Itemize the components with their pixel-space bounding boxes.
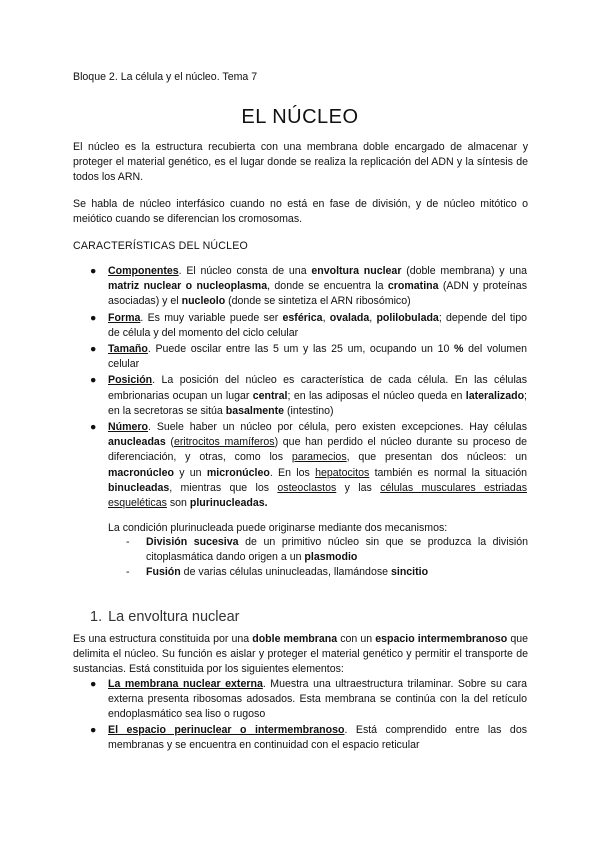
- bold-text: %: [454, 343, 464, 356]
- text: . En los: [269, 466, 316, 479]
- term-espacio-perinuclear: El espacio perinuclear o intermembranoso: [108, 723, 345, 736]
- plurinucleada-intro: La condición plurinucleada puede originarse mediante dos mecanismos:: [108, 522, 448, 534]
- text: , donde se encuentra la: [267, 280, 388, 293]
- list-item-numero: [90, 420, 527, 511]
- mechanisms-list: [126, 535, 528, 581]
- text: . La posición del núcleo es característica de cada célula. En las células embrionarias ocupan un lugar: [108, 374, 527, 402]
- text: de varias células uninucleadas, llamándose: [180, 566, 391, 579]
- bold-text: espacio intermembranoso: [375, 633, 508, 645]
- term-numero: Número: [108, 421, 149, 434]
- intro-paragraph-2: Se habla de núcleo interfásico cuando no está en fase de división, y de núcleo mitótico o meiótico cuando se diferencian los cromosomas.: [73, 198, 528, 226]
- bold-text: nucleolo: [181, 295, 226, 308]
- text: . Está comprendido entre las dos membranas y se encuentra en continuidad con el espacio reticular: [108, 723, 528, 751]
- bold-text: central: [252, 389, 288, 402]
- term-componentes: Componentes: [108, 265, 179, 277]
- text: , que presentan dos núcleos: un: [346, 451, 527, 464]
- bold-text: polilobulada: [376, 311, 439, 324]
- bold-text: Fusión: [146, 566, 181, 579]
- bullet-icon: ●: [90, 265, 97, 277]
- bold-text: matriz nuclear o nucleoplasma: [108, 280, 268, 293]
- bold-text: cromatina: [387, 280, 439, 293]
- text: (doble membrana) y una: [401, 265, 527, 277]
- text: ; en las adiposas el núcleo queda en: [287, 389, 466, 402]
- bold-text: ovalada: [329, 311, 370, 324]
- bold-text: macronúcleo: [108, 466, 174, 479]
- text: . Suele haber un núcleo por célula, pero existen excepciones. Hay células: [148, 421, 527, 434]
- text: ) que han perdido el núcleo durante su proceso de diferenciación, y otras, como los: [108, 436, 527, 464]
- envoltura-list: [90, 677, 527, 753]
- list-item-espacio-perinuclear: [90, 723, 527, 753]
- bold-text: plurinucleadas.: [189, 497, 268, 510]
- document-header: Bloque 2. La célula y el núcleo. Tema 7: [73, 71, 258, 83]
- list-item-forma: [90, 311, 527, 341]
- bullet-icon: ●: [90, 343, 97, 356]
- text: Es una estructura constituida por una: [73, 633, 253, 645]
- text: de un primitivo núcleo sin que se produzca la división citoplasmática dando origen a un: [146, 536, 528, 564]
- list-item-membrana-externa: [90, 677, 527, 723]
- text: . Puede oscilar entre las 5 um y las 25 um, ocupando un 10: [147, 343, 455, 356]
- bold-text: División sucesiva: [146, 536, 239, 548]
- section-title: La envoltura nuclear: [108, 609, 240, 625]
- bold-text: binucleadas: [108, 481, 170, 494]
- underlined-text: células musculares estriadas esqueléticas: [108, 481, 528, 510]
- section-number: 1.: [90, 609, 103, 625]
- text: ,: [369, 311, 377, 324]
- text: con un: [337, 633, 376, 645]
- bold-text: lateralizado: [465, 389, 525, 402]
- bold-text: esférica: [282, 311, 323, 324]
- intro-paragraph-1: El núcleo es la estructura recubierta con una membrana doble encargado de almacenar y proteger el material genético, es el lugar donde se realiza la replicación del ADN y la síntesis de todos los ARN.: [73, 141, 528, 184]
- bullet-icon: ●: [90, 723, 97, 736]
- list-item-componentes: [90, 264, 527, 310]
- bold-text: basalmente: [225, 404, 285, 417]
- bold-text: micronúcleo: [206, 466, 270, 479]
- text: (intestino): [284, 404, 334, 417]
- bold-text: plasmodio: [304, 551, 358, 564]
- bullet-icon: ●: [90, 678, 97, 690]
- bullet-icon: ●: [90, 311, 97, 324]
- term-forma: Forma: [108, 311, 141, 324]
- underlined-text: paramecios: [291, 451, 347, 464]
- text: ,: [322, 311, 330, 324]
- text: ; depende del tipo de célula y del momento del ciclo celular: [108, 311, 527, 339]
- characteristics-list: [90, 264, 527, 512]
- underlined-text: hepatocitos: [315, 466, 370, 479]
- text: (: [165, 436, 174, 449]
- text: , mientras que los: [169, 481, 278, 494]
- text: también es normal la situación: [369, 466, 527, 479]
- bold-text: doble membrana: [252, 633, 338, 645]
- dash-icon: -: [126, 566, 130, 579]
- section-heading-envoltura: [90, 609, 240, 625]
- bold-text: sincitio: [390, 566, 429, 579]
- text: . El núcleo consta de una: [178, 265, 312, 277]
- bold-text: envoltura nuclear: [311, 265, 402, 277]
- text: que delimita el núcleo. Su función es aislar y proteger el material genético y permitir el transporte de sustancias. Está constituida por los siguientes elementos:: [73, 633, 529, 676]
- text: del volumen celular: [108, 343, 527, 371]
- bullet-icon: ●: [90, 421, 97, 434]
- term-tamano: Tamaño: [108, 343, 148, 356]
- text: . Es muy variable puede ser: [140, 311, 283, 324]
- list-item-division: [126, 535, 528, 565]
- section-heading: CARACTERÍSTICAS DEL NÚCLEO: [73, 240, 248, 252]
- list-item-tamano: [90, 342, 527, 372]
- underlined-text: osteoclastos: [277, 481, 337, 494]
- underlined-text: eritrocitos mamíferos: [173, 436, 275, 449]
- term-membrana-externa: La membrana nuclear externa: [108, 678, 263, 690]
- text: y un: [173, 466, 207, 479]
- page-title: EL NÚCLEO: [241, 106, 359, 128]
- list-item-fusion: [126, 565, 528, 580]
- text: ; en la secretoras se sitúa: [108, 389, 527, 417]
- text: . Muestra una ultraestructura trilaminar. Sobre su cara externa presenta ribosomas adosados. Esta membrana se continúa con la del retículo endoplasmático sea liso o rugoso: [108, 678, 527, 721]
- dash-icon: -: [126, 536, 130, 548]
- text: son: [166, 497, 190, 510]
- bold-text: anucleadas: [108, 436, 166, 449]
- text: y las: [336, 481, 381, 494]
- list-item-posicion: [90, 373, 527, 419]
- term-posicion: Posición: [108, 374, 153, 387]
- bullet-icon: ●: [90, 374, 97, 387]
- text: (donde se sintetiza el ARN ribosómico): [225, 295, 411, 308]
- envoltura-paragraph: [73, 632, 528, 678]
- text: (ADN y proteínas asociadas) y el: [108, 280, 527, 308]
